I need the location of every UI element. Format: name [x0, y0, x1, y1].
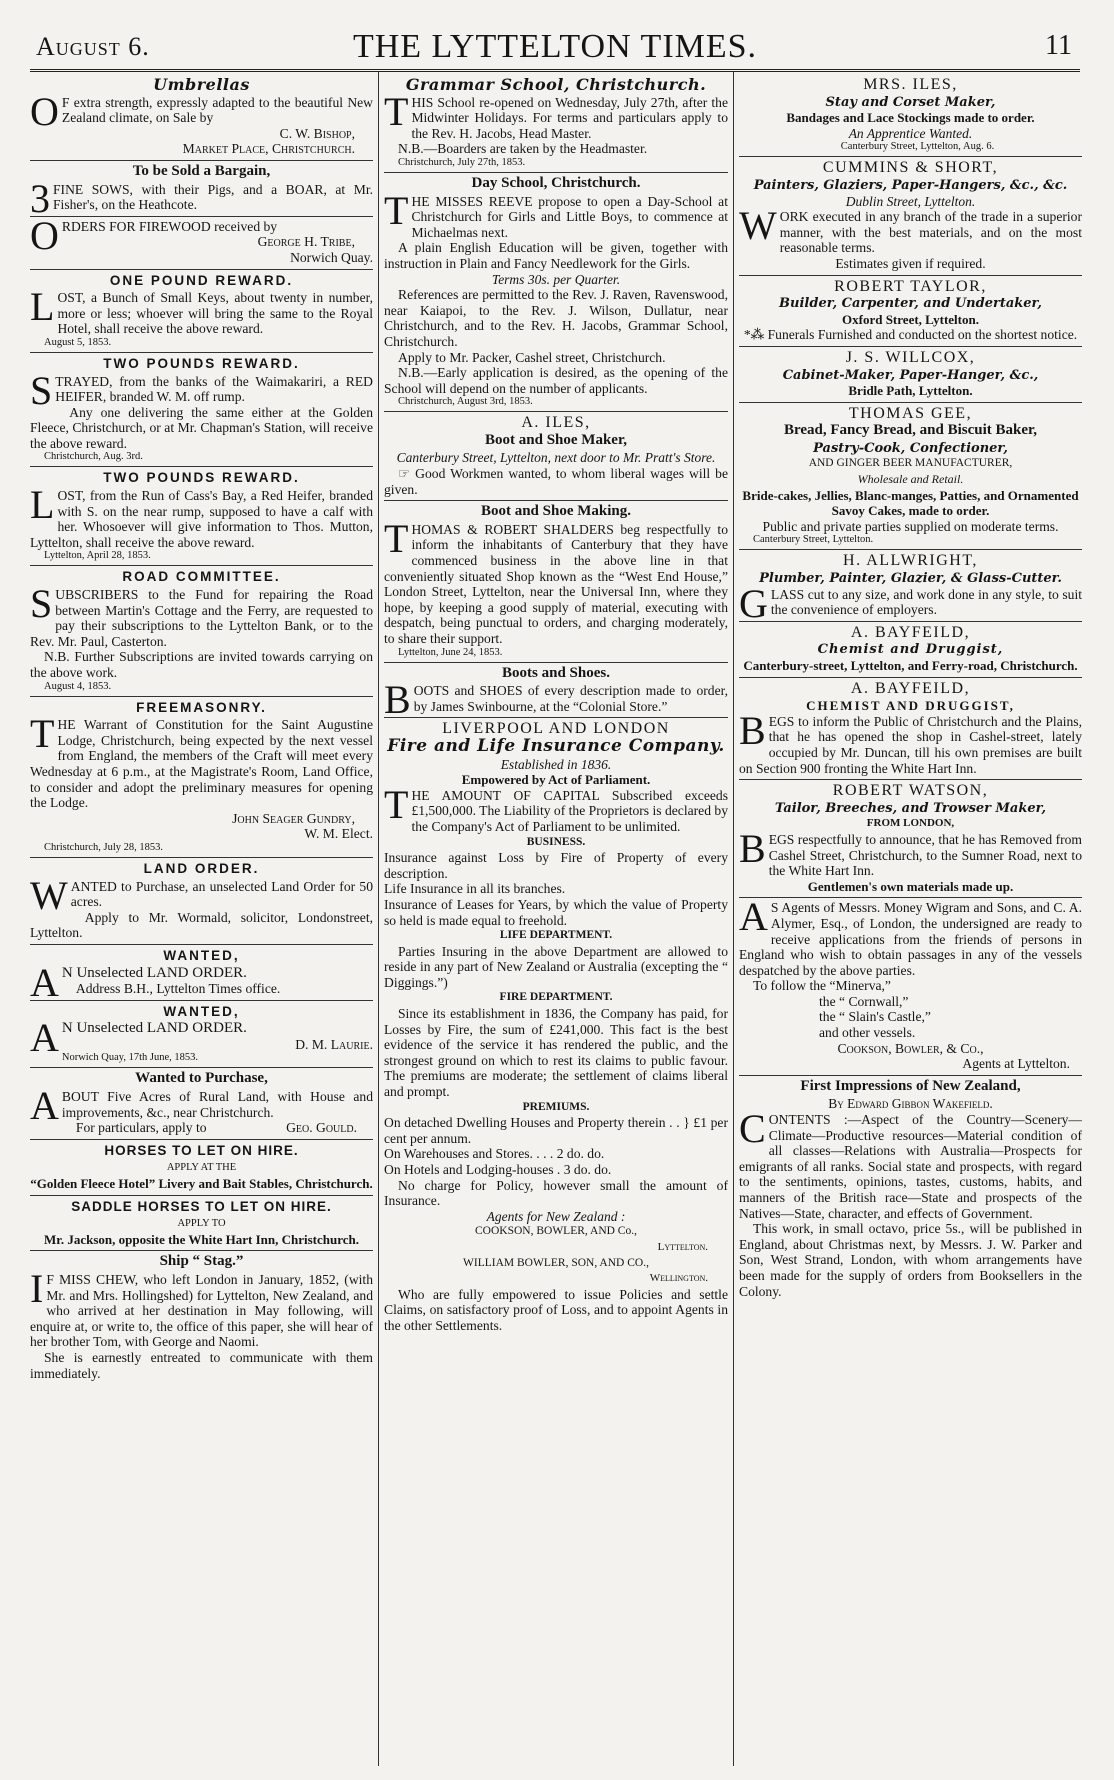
ad-subheading: Wholesale and Retail.	[857, 472, 964, 487]
ad-date: Lyttelton, June 24, 1853.	[398, 646, 503, 658]
vessel-line: and other vessels.	[819, 1025, 916, 1041]
ad-address: Canterbury-street, Lyttelton, and Ferry-road, Christchurch.	[743, 658, 1078, 673]
agent-location: Lyttelton.	[657, 1240, 708, 1253]
ad-address: Oxford Street, Lyttelton.	[842, 311, 979, 327]
ad-heading: LAND ORDER.	[143, 860, 260, 876]
ad-one-pound-reward	[30, 270, 373, 353]
ad-body: GLASS cut to any size, and work done in any style, to suit the convenience of employers.	[739, 580, 1082, 626]
ad-shipping-agents	[739, 894, 1082, 1076]
ad-body: ORDERS FOR FIREWOOD received by	[30, 212, 278, 258]
ad-author: By Edward Gibbon Wakefield.	[828, 1096, 993, 1112]
ad-saddle-horses	[30, 1196, 373, 1252]
ad-heading: J. S. WILLCOX,	[845, 348, 976, 366]
ad-date: Norwich Quay, 17th June, 1853.	[61, 1052, 198, 1064]
section-heading: BUSINESS.	[526, 835, 586, 848]
ad-subheading: APPLY TO	[177, 1218, 226, 1230]
ad-body: Bride-cakes, Jellies, Blanc-manges, Patties, and Ornamented Savoy Cakes, made to order.	[742, 487, 1079, 519]
ad-date: August 4, 1853.	[44, 680, 112, 692]
ad-address: Market Place, Christchurch.	[182, 141, 355, 157]
ad-subheading: FROM LONDON,	[866, 817, 955, 830]
premium-row: On Hotels and Lodging-houses . 3 do. do.	[384, 1162, 612, 1177]
ad-subheading: Cabinet-Maker, Paper-Hanger, &c.,	[782, 367, 1039, 383]
ad-body: Insurance of Leases for Years, by which the value of Property so held is made equal to freehold.	[384, 896, 728, 928]
ad-date: Canterbury Street, Lyttelton.	[753, 534, 874, 546]
ad-body: Apply to Mr. Wormald, solicitor, Londonstreet, Lyttelton.	[30, 909, 373, 941]
ad-heading: CUMMINS & SHORT,	[822, 159, 999, 177]
ad-heading: H. ALLWRIGHT,	[843, 552, 978, 570]
ad-body: N.B.—Early application is desired, as the opening of the School will depend on the number of applicants.	[384, 365, 728, 396]
ad-cummins-short	[739, 157, 1082, 275]
section-heading: PREMIUMS.	[522, 1100, 590, 1113]
ad-subheading: Pastry-Cook, Confectioner,	[813, 440, 1008, 456]
column-1	[30, 74, 373, 1766]
ad-date: Christchurch, August 3rd, 1853.	[398, 396, 533, 408]
ad-body: AS Agents of Messrs. Money Wigram and Sons, and C. A. Alymer, Esq., of London, the undersigned are ready to receive applications from the friends of persons in England who wish to obtain passages in any of the vessels despatched by the above parties.	[739, 894, 1082, 978]
ad-body: WANTED to Purchase, an unselected Land Order for 50 acres.	[30, 872, 373, 918]
ad-signature: W. M. Elect.	[304, 826, 373, 842]
ad-body: SUBSCRIBERS to the Fund for repairing the Road between Martin's Cottage and the Ferry, are requested to pay their subscriptions to the Lyttelton Bank, or to the Rev. Mr. Paul, Casterton.	[30, 581, 373, 649]
ad-body: N.B. Further Subscriptions are invited towards carrying on the above work.	[30, 649, 373, 680]
ad-body: THE AMOUNT OF CAPITAL Subscribed exceeds £1,500,000. The Liability of the Proprietors is declared by the Company's Act of Parliament to be unlimited.	[384, 781, 728, 834]
ad-subheading: Bandages and Lace Stockings made to order.	[786, 110, 1035, 126]
vessel-line: the “ Slain's Castle,”	[819, 1009, 931, 1025]
ad-address: Bridle Path, Lyttelton.	[848, 383, 973, 399]
ad-signature: Agents at Lyttelton.	[962, 1056, 1070, 1072]
ad-body: ☞ Good Workmen wanted, to whom liberal wages will be given.	[384, 466, 728, 497]
ad-body: This work, in small octavo, price 5s., will be published in England, about Christmas next, by Messrs. J. W. Parker and Son, West Strand, London, with whom arrangements have been made for the supply of orders from Booksellers in the Colony.	[739, 1221, 1082, 1299]
ad-subheading: Chemist and Druggist,	[817, 642, 1004, 658]
ad-shalders	[384, 501, 728, 662]
vessel-line: To follow the “Minerva,”	[753, 978, 891, 994]
ad-heading: THOMAS GEE,	[848, 404, 973, 422]
ad-signature: Geo. Gould.	[286, 1120, 357, 1136]
ad-wanted	[30, 1001, 373, 1069]
ad-heading: Wanted to Purchase,	[135, 1070, 268, 1087]
section-heading: Agents for New Zealand :	[486, 1208, 626, 1224]
ad-subheading: Tailor, Breeches, and Trowser Maker,	[774, 800, 1047, 816]
ad-address: Address B.H., Lyttelton Times office.	[75, 981, 281, 997]
ad-heading: WANTED,	[163, 1003, 240, 1019]
ad-heading: ONE POUND REWARD.	[109, 272, 294, 288]
ad-horses-to-let	[30, 1140, 373, 1196]
ad-subheading: Bread, Fancy Bread, and Biscuit Baker,	[783, 422, 1038, 439]
ad-heading: Fire and Life Insurance Company.	[387, 735, 725, 756]
ad-address: Norwich Quay.	[290, 249, 373, 265]
ad-heading: TWO POUNDS REWARD.	[103, 470, 300, 486]
ad-grammar-school	[384, 74, 728, 173]
ad-heading: SADDLE HORSES TO LET ON HIRE.	[71, 1198, 332, 1214]
ad-date: Christchurch, July 27th, 1853.	[398, 156, 526, 168]
ad-body: AN Unselected LAND ORDER.	[30, 1015, 247, 1061]
ad-body: 3FINE SOWS, with their Pigs, and a BOAR, at Mr. Fisher's, on the Heathcote.	[30, 175, 373, 221]
premium-row: On detached Dwelling Houses and Property therein . . } £1 per cent per annum.	[384, 1115, 728, 1146]
ad-body: WORK executed in any branch of the trade in a superior manner, with the best materials, and on the most reasonable terms.	[739, 203, 1082, 256]
ad-body: She is earnestly entreated to communicate with them immediately.	[30, 1349, 373, 1381]
ad-body: Life Insurance in all its branches.	[384, 881, 566, 897]
ad-body: Public and private parties supplied on moderate terms.	[762, 518, 1059, 534]
ad-heading: A. BAYFEILD,	[850, 679, 971, 697]
ad-body: Estimates given if required.	[835, 255, 986, 271]
ad-subheading: CHEMIST AND DRUGGIST,	[806, 698, 1015, 714]
ad-first-impressions	[739, 1076, 1082, 1302]
ad-subheading: Painters, Glaziers, Paper-Hangers, &c., &c.	[753, 177, 1068, 193]
ad-body: BEGS respectfully to announce, that he has Removed from Cashel Street, Christchurch, to the Sumner Road, next to the White Hart Inn.	[739, 825, 1082, 879]
agent-name: COOKSON, BOWLER, AND Co.,	[475, 1225, 637, 1238]
ad-body: Apply to Mr. Packer, Cashel street, Christchurch.	[398, 349, 666, 365]
ad-body: BOOTS and SHOES of every description made to order, by James Swinbourne, at the “Colonial Store.”	[384, 677, 728, 723]
ad-heading: WANTED,	[163, 947, 240, 963]
ad-signature: John Seager Gundry,	[232, 810, 355, 826]
ad-date: August 5, 1853.	[44, 336, 112, 348]
ad-date: Christchurch, Aug. 3rd.	[44, 451, 143, 463]
ad-terms: Terms 30s. per Quarter.	[491, 271, 621, 287]
ad-signature: George H. Tribe,	[257, 234, 355, 250]
ad-freemasonry	[30, 697, 373, 858]
ad-signature: Cookson, Bowler, & Co.,	[837, 1040, 984, 1056]
ad-subheading: Stay and Corset Maker,	[825, 94, 996, 110]
ad-body: N.B.—Boarders are taken by the Headmaster.	[398, 141, 648, 157]
ad-body: LOST, from the Run of Cass's Bay, a Red Heifer, branded with S. on the near rump, supposed to have a calf with her. Whosoever will give information to Thos. Mutton, Lyttelton, shall receive the above reward.	[30, 482, 373, 550]
column-divider	[378, 72, 379, 1766]
ad-liverpool-insurance	[384, 718, 728, 1336]
ad-address: Dublin Street, Lyttelton.	[845, 193, 976, 209]
ad-signature: D. M. Laurie.	[295, 1036, 373, 1052]
ad-heading: Day School, Christchurch.	[471, 174, 641, 191]
ad-body: Any one delivering the same either at the Golden Fleece, Christchurch, or at Mr. Chapman's Station, will receive the above reward.	[30, 404, 373, 451]
premium-row: On Warehouses and Stores. . . . 2 do. do.	[384, 1146, 605, 1162]
section-heading: LIFE DEPARTMENT.	[499, 929, 613, 942]
ad-firewood	[30, 212, 373, 270]
ad-body: THE MISSES REEVE propose to open a Day-School at Christchurch for Girls and Little Boys, to commence at Michaelmas next.	[384, 187, 728, 240]
section-heading: FIRE DEPARTMENT.	[499, 991, 613, 1004]
ad-ship-stag	[30, 1251, 373, 1384]
ad-subheading: AND GINGER BEER MANUFACTURER,	[808, 457, 1013, 470]
ad-signature: C. W. Bishop,	[279, 125, 355, 141]
ad-subheading: Boot and Shoe Maker,	[485, 431, 627, 448]
ad-heading: Grammar School, Christchurch.	[405, 75, 707, 94]
ad-body: “Golden Fleece Hotel” Livery and Bait Stables, Christchurch.	[30, 1176, 373, 1192]
ad-body: Since its establishment in 1836, the Company has paid, for Losses by Fire, the sum of £241,000. This fact is the best evidence of the service it has rendered the public, and the strongest ground on which to rest its claims to public favour. The premiums are moderate; the settlement of claims liberal and prompt.	[384, 1006, 728, 1100]
ad-two-pounds-reward	[30, 467, 373, 566]
ad-body: For particulars, apply to	[75, 1120, 207, 1136]
ad-heading: TWO POUNDS REWARD.	[103, 355, 300, 371]
ad-umbrellas	[30, 74, 373, 161]
column-divider	[733, 72, 734, 1766]
ad-body: ABOUT Five Acres of Rural Land, with House and improvements, &c., near Christchurch.	[30, 1083, 373, 1129]
ad-body: BEGS to inform the Public of Christchurch and the Plains, that he has opened the shop in Cashel-street, lately occupied by Mr. Duncan, till his own premises are built on Section 900 fronting the White Hart Inn.	[739, 707, 1082, 776]
ad-body: STRAYED, from the banks of the Waimakariri, a RED HEIFER, branded W. M. off rump.	[30, 367, 373, 413]
ad-iles-boot-maker	[384, 412, 728, 501]
ad-address: Canterbury Street, Lyttelton, next door to Mr. Pratt's Store.	[396, 450, 716, 466]
ad-body: Insurance against Loss by Fire of Property of every description.	[384, 850, 728, 881]
ad-date: Lyttelton, April 28, 1853.	[44, 550, 151, 562]
ad-subheading: Plumber, Painter, Glazier, & Glass-Cutter.	[759, 571, 1062, 587]
page-number: 11	[1045, 30, 1072, 61]
ad-subheading: APPLY AT THE	[166, 1162, 237, 1174]
ad-boots-and-shoes	[384, 663, 728, 723]
ad-heading: HORSES TO LET ON HIRE.	[104, 1142, 299, 1158]
ad-body: OF extra strength, expressly adapted to the beautiful New Zealand climate, on Sale by	[30, 88, 373, 134]
ad-heading: Boots and Shoes.	[502, 664, 610, 681]
column-3	[739, 74, 1082, 1766]
ad-body: Gentlemen's own materials made up.	[807, 878, 1014, 894]
ad-date: Canterbury Street, Lyttelton, Aug. 6.	[840, 141, 995, 153]
ad-body: THIS School re-opened on Wednesday, July 27th, after the Midwinter Holidays. For terms and particulars apply to the Rev. H. Jacobs, Head Master.	[384, 88, 728, 141]
ad-robert-taylor	[739, 276, 1082, 347]
ad-wanted	[30, 945, 373, 1005]
ad-heading: ROAD COMMITTEE.	[122, 569, 281, 585]
ad-heading: Umbrellas	[153, 75, 250, 94]
ad-two-pounds-reward	[30, 353, 373, 468]
ad-body: THE Warrant of Constitution for the Saint Augustine Lodge, Christchurch, being expected by the next vessel from England, the members of the Craft will meet every Wednesday at 6 p.m., at the Magistrate's Room, Land Office, to consider and adopt the preliminary measures for opening the Lodge.	[30, 711, 373, 811]
ad-body	[30, 1120, 373, 1136]
ad-land-order	[30, 858, 373, 945]
ad-body: No charge for Policy, however small the amount of Insurance.	[384, 1177, 728, 1209]
ad-willcox	[739, 347, 1082, 403]
issue-date: August 6.	[36, 32, 150, 61]
ad-subheading: Established in 1836.	[500, 756, 612, 772]
ad-bargain	[30, 161, 373, 221]
ad-heading: LIVERPOOL AND LONDON	[442, 720, 670, 738]
ad-heading: A. ILES,	[521, 414, 591, 432]
ad-allwright	[739, 550, 1082, 626]
ad-heading: ROBERT WATSON,	[832, 782, 989, 800]
ad-body: *⁂ Funerals Furnished and conducted on the shortest notice.	[743, 327, 1078, 343]
ad-heading: Boot and Shoe Making.	[480, 503, 632, 520]
ad-body: A plain English Education will be given, together with instruction in Plain and Fancy Needlework for the Girls.	[384, 240, 728, 271]
ad-heading: First Impressions of New Zealand,	[800, 1077, 1021, 1094]
ad-body: THOMAS & ROBERT SHALDERS beg respectfully to inform the inhabitants of Canterbury that they have commenced business in the above line in that conveniently situated Shop known as the “West End House,” London Street, Lyttelton, near the Universal Inn, where they hope, by keeping a good supply of material, executing with despatch, being punctual to orders, and charging moderately, to share their support.	[384, 515, 728, 646]
ad-heading: To be Sold a Bargain,	[132, 162, 271, 179]
ad-body: Mr. Jackson, opposite the White Hart Inn, Christchurch.	[43, 1231, 360, 1247]
ad-heading: FREEMASONRY.	[136, 699, 267, 715]
ad-heading: Ship “ Stag.”	[159, 1253, 244, 1270]
ad-body: Parties Insuring in the above Department are allowed to reside in any part of New Zealand or Australia (excepting the “ Diggings.”)	[384, 943, 728, 990]
header-rule	[30, 69, 1080, 72]
column-2	[384, 74, 728, 1766]
ad-body: AN Unselected LAND ORDER.	[30, 959, 247, 1005]
agent-name: WILLIAM BOWLER, SON, AND CO.,	[463, 1256, 649, 1269]
ad-wanted-to-purchase	[30, 1068, 373, 1139]
ad-road-committee	[30, 566, 373, 696]
vessel-line: the “ Cornwall,”	[819, 993, 909, 1009]
ad-body: CONTENTS :—Aspect of the Country—Scenery—Climate—Productive resources—Material condition of all classes—Relations with Australia—Prospects for emigrants of all ranks. Social state and prospects, with regard to the sentiments, opinions, tastes, customs, habits, and manners of the British race—State and prospects of the Natives—State, character, and effects of Government.	[739, 1106, 1082, 1221]
ad-date: Christchurch, July 28, 1853.	[44, 841, 163, 853]
ad-bayfeild	[739, 678, 1082, 781]
ad-heading: A. BAYFEILD,	[850, 623, 971, 641]
ad-body: LOST, a Bunch of Small Keys, about twenty in number, more or less; whoever will bring the same to the Royal Hotel, shall receive the above reward.	[30, 284, 373, 337]
ad-subheading: Empowered by Act of Parliament.	[461, 772, 651, 788]
ad-body: Who are fully empowered to issue Policies and settle Claims, on satisfactory proof of Loss, and to appoint Agents in the other Settlements.	[384, 1286, 728, 1333]
ad-robert-watson	[739, 780, 1082, 898]
ad-bayfeild	[739, 622, 1082, 678]
ad-subheading: An Apprentice Wanted.	[848, 125, 973, 141]
ad-mrs-iles	[739, 74, 1082, 157]
ad-day-school	[384, 173, 728, 412]
page-header	[30, 22, 1080, 68]
ad-body: IF MISS CHEW, who left London in January, 1852, (with Mr. and Mrs. Hollingshed) for Lyttelton, New Zealand, and who arrived at her destination in May following, will enquire at, or write to, the office of this paper, she will hear of her brother Tom, with George and Naomi.	[30, 1266, 373, 1350]
masthead-title: THE LYTTELTON TIMES.	[352, 28, 758, 65]
ad-body: References are permitted to the Rev. J. Raven, Ravenswood, near Kaiapoi, to the Rev. J. Wilson, Dullatur, near Christchurch, and to the Rev. H. Jacobs, Grammar School, Christchurch.	[384, 287, 728, 349]
ad-heading: MRS. ILES,	[863, 76, 958, 93]
ad-subheading: Builder, Carpenter, and Undertaker,	[779, 296, 1042, 312]
agent-location: Wellington.	[649, 1272, 708, 1285]
ad-thomas-gee	[739, 403, 1082, 551]
ad-heading: ROBERT TAYLOR,	[834, 277, 987, 295]
